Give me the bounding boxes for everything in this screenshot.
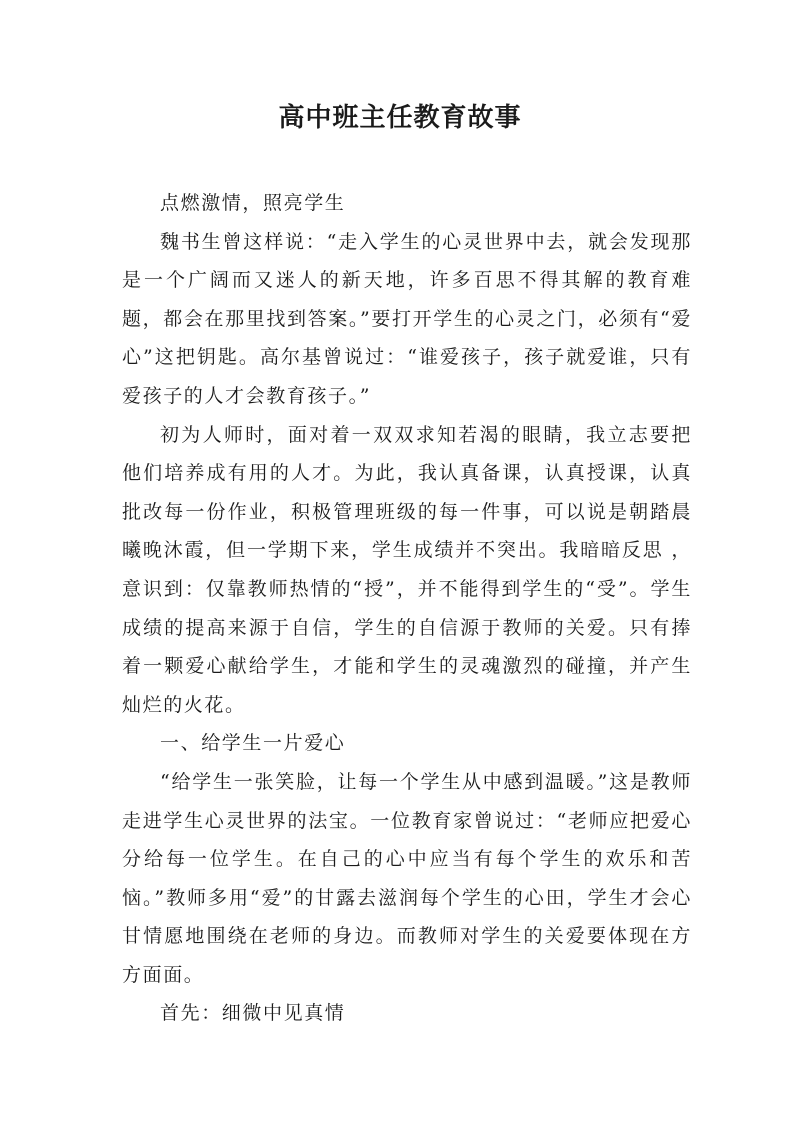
document-body <box>122 184 692 1033</box>
paragraph-smile-to-students: “给学生一张笑脸，让每一个学生从中感到温暖。”这是教师走进学生心灵世界的法宝。一位教育家曾说过：“老师应把爱心分给每一位学生。在自己的心中应当有每个学生的欢乐和苦恼。”教师多用“爱”的甘露去滋润每个学生的心田，学生才会心甘情愿地围绕在老师的身边。而教师对学生的关爱要体现在方方面面。 <box>122 770 692 986</box>
section-heading-ignite-passion: 点燃激情，照亮学生 <box>160 192 346 214</box>
paragraph-wei-shusheng-quote: 魏书生曾这样说：“走入学生的心灵世界中去，就会发现那是一个广阔而又迷人的新天地，许多百思不得其解的教育难题，都会在那里找到答案。”要打开学生的心灵之门，必须有“爱心”这把钥匙。高尔基曾说过：“谁爱孩子，孩子就爱谁，只有爱孩子的人才会教育孩子。” <box>122 230 692 407</box>
section-heading-give-love: 一、给学生一片爱心 <box>160 732 346 755</box>
subheading-details-show-sincerity: 首先：细微中见真情 <box>160 1002 346 1025</box>
document-title: 高中班主任教育故事 <box>278 103 522 133</box>
paragraph-teacher-reflection: 初为人师时，面对着一双双求知若渴的眼睛，我立志要把他们培养成有用的人才。为此，我认真备课，认真授课，认真批改每一份作业，积极管理班级的每一件事，可以说是朝踏晨曦晚沐霞，但一学期下来，学生成绩并不突出。我暗暗反思 ，意识到：仅靠教师热情的“授”，并不能得到学生的“受”。学生成绩的提高来源于自信，学生的自信源于教师的关爱。只有捧着一颗爱心献给学生，才能和学生的灵魂激烈的碰撞，并产生灿烂的火花。 <box>122 423 692 716</box>
